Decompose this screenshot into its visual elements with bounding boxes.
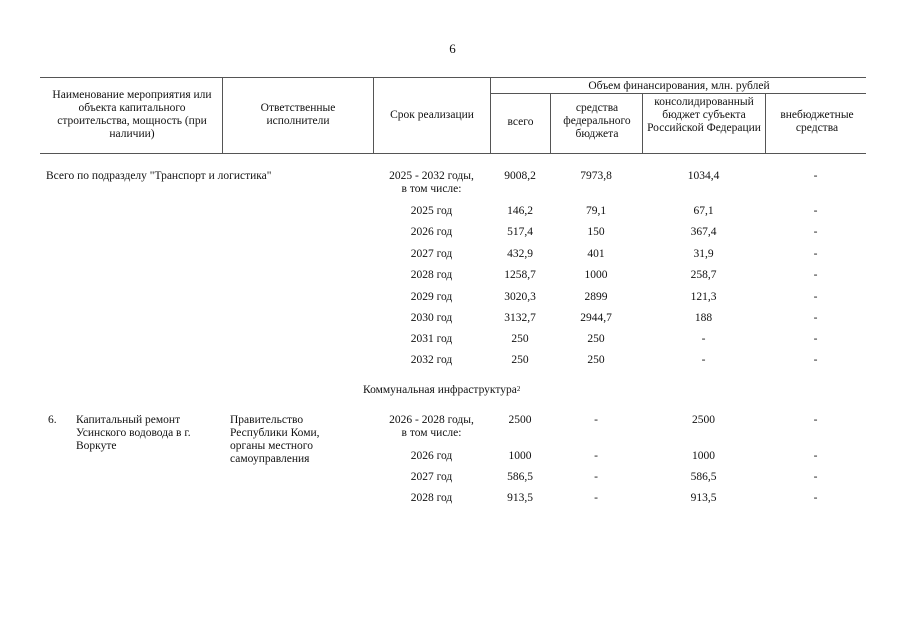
total-cell: 913,5 [507, 492, 533, 504]
federal-cell: 7973,8 [580, 170, 612, 182]
total-cell: 2500 [508, 414, 532, 426]
consolidated-cell: - [701, 354, 706, 366]
period-cell: 2025 - 2032 годы, [389, 170, 474, 182]
federal-cell: 150 [587, 226, 605, 238]
period-cell: 2027 год [410, 248, 453, 260]
total-cell: 517,4 [507, 226, 533, 238]
item-name: Капитальный ремонт Усинского водовода в г. Воркуте [76, 414, 191, 452]
header-name: Наименование мероприятия или объекта капитального строительства, мощность (при наличии) [52, 89, 212, 140]
period-cell: 2026 год [410, 450, 453, 462]
consolidated-cell: 188 [694, 312, 713, 324]
header-consolidated: консолидированный бюджет субъекта Российской Федерации [647, 96, 761, 134]
header-top-line [40, 77, 866, 78]
offbudget-cell: - [813, 205, 818, 217]
period-note: в том числе: [401, 427, 462, 439]
consolidated-cell: 367,4 [690, 226, 717, 238]
federal-cell: - [594, 492, 598, 504]
period-cell: 2030 год [410, 312, 453, 324]
header-divider [550, 93, 551, 153]
total-cell: 432,9 [507, 248, 533, 260]
offbudget-cell: - [813, 492, 818, 504]
offbudget-cell: - [813, 269, 818, 281]
federal-cell: - [594, 414, 598, 426]
federal-cell: - [594, 450, 598, 462]
consolidated-cell: 586,5 [690, 471, 717, 483]
federal-cell: 401 [587, 248, 605, 260]
item-number: 6. [48, 414, 57, 426]
footnote-mark: 2 [516, 385, 521, 393]
period-cell: 2026 - 2028 годы, [389, 414, 474, 426]
period-cell: 2025 год [410, 205, 453, 217]
offbudget-cell: - [813, 471, 818, 483]
federal-cell: 79,1 [585, 205, 607, 217]
header-divider [490, 77, 491, 153]
consolidated-cell: 913,5 [690, 492, 717, 504]
header-executors: Ответственные исполнители [260, 102, 336, 127]
consolidated-cell: 1000 [692, 450, 715, 462]
header-divider [222, 77, 223, 153]
offbudget-cell: - [813, 226, 818, 238]
offbudget-cell: - [813, 450, 818, 462]
period-note: в том числе: [401, 183, 462, 195]
period-cell: 2026 год [410, 226, 453, 238]
offbudget-cell: - [813, 170, 818, 182]
header-divider [642, 93, 643, 153]
consolidated-cell: 67,1 [693, 205, 714, 217]
federal-cell: - [594, 471, 598, 483]
subsection-title: Всего по подразделу "Транспорт и логистика" [46, 170, 272, 182]
federal-cell: 250 [587, 333, 605, 345]
consolidated-cell: - [701, 333, 706, 345]
total-cell: 1258,7 [504, 269, 536, 281]
period-cell: 2029 год [410, 291, 453, 303]
consolidated-cell: 2500 [692, 414, 715, 426]
period-cell: 2028 год [410, 492, 453, 504]
federal-cell: 250 [587, 354, 605, 366]
total-cell: 3020,3 [504, 291, 536, 303]
total-cell: 146,2 [507, 205, 533, 217]
header-period: Срок реализации [390, 109, 474, 121]
page-number: 6 [449, 41, 456, 56]
section-title [363, 384, 520, 397]
offbudget-cell: - [813, 248, 818, 260]
offbudget-cell: - [813, 312, 818, 324]
consolidated-cell: 1034,4 [687, 170, 720, 182]
header-divider [373, 77, 374, 153]
header-bottom-line [40, 153, 866, 154]
offbudget-cell: - [813, 414, 818, 426]
consolidated-cell: 258,7 [690, 269, 717, 281]
federal-cell: 2899 [584, 291, 608, 303]
total-cell: 586,5 [507, 471, 533, 483]
period-cell: 2031 год [410, 333, 453, 345]
header-offbudget: внебюджетные средства [780, 109, 854, 134]
consolidated-cell: 121,3 [690, 291, 717, 303]
total-cell: 9008,2 [504, 170, 536, 182]
header-federal: средства федерального бюджета [563, 102, 631, 140]
header-financing: Объем финансирования, млн. рублей [588, 80, 770, 92]
header-total: всего [507, 116, 534, 128]
federal-cell: 2944,7 [580, 312, 612, 324]
total-cell: 250 [511, 354, 529, 366]
header-divider [765, 93, 766, 153]
offbudget-cell: - [813, 291, 818, 303]
item-executors: Правительство Республики Коми, органы местного самоуправления [230, 414, 320, 465]
section-title-text: Коммунальная инфраструктура [363, 384, 517, 396]
total-cell: 1000 [508, 450, 532, 462]
period-cell: 2027 год [410, 471, 453, 483]
total-cell: 250 [511, 333, 529, 345]
offbudget-cell: - [813, 354, 818, 366]
federal-cell: 1000 [584, 269, 608, 281]
header-mid-line [490, 93, 866, 94]
period-cell: 2028 год [410, 269, 453, 281]
offbudget-cell: - [813, 333, 818, 345]
total-cell: 3132,7 [504, 312, 536, 324]
consolidated-cell: 31,9 [693, 248, 714, 260]
period-cell: 2032 год [410, 354, 453, 366]
